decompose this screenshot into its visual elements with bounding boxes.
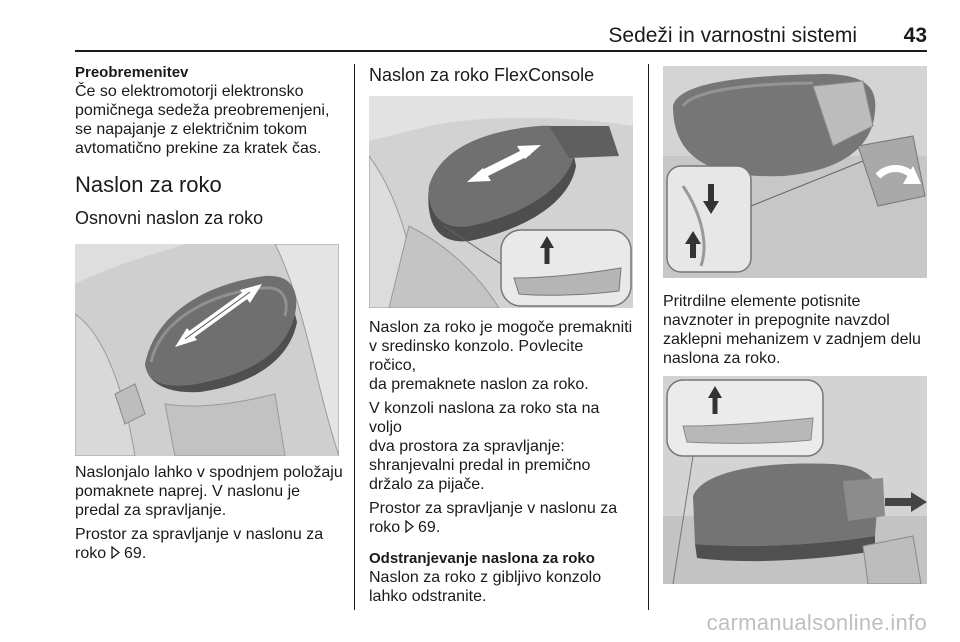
storage-ref-text: roko [75, 545, 107, 562]
spaces-text-line: držalo za pijače. [369, 476, 485, 493]
page-ref-arrow-icon[interactable] [111, 545, 120, 558]
move-text-line: da premaknete naslon za roko. [369, 376, 589, 393]
spaces-text-line: shranjevalni predal in premično [369, 457, 591, 474]
remove-text-line: lahko odstranite. [369, 588, 487, 605]
column-divider [648, 64, 649, 610]
storage-ref-line: Prostor za spravljanje v naslonu za [75, 526, 324, 543]
storage-ref-text: roko [369, 519, 401, 536]
remove-heading: Odstranjevanje naslona za roko [369, 550, 595, 567]
overload-text-line: avtomatično prekine za kratek čas. [75, 140, 322, 157]
basic-armrest-illustration [75, 244, 339, 456]
column-divider [354, 64, 355, 610]
header-rule [75, 50, 927, 52]
header-title: Sedeži in varnostni sistemi [608, 24, 857, 47]
press-text-line: Pritrdilne elemente potisnite [663, 293, 861, 310]
remove-text-line: Naslon za roko z gibljivo konzolo [369, 569, 602, 586]
flexconsole-title: Naslon za roko FlexConsole [369, 65, 595, 85]
basic-text-line: predal za spravljanje. [75, 502, 227, 519]
spaces-text-line: V konzoli naslona za roko sta na voljo [369, 400, 600, 436]
page-number: 43 [903, 24, 927, 47]
press-text-line: navznoter in prepognite navzdol [663, 312, 890, 329]
overload-text-line: pomičnega sedeža preobremenjeni, [75, 102, 330, 119]
section-title: Naslon za roko [75, 172, 222, 197]
storage-ref-line [369, 518, 633, 537]
release-mechanism-illustration [663, 66, 927, 278]
basic-armrest-title: Osnovni naslon za roko [75, 208, 264, 228]
press-text-line: zaklepni mehanizem v zadnjem delu [663, 331, 921, 348]
page-ref-arrow-icon[interactable] [405, 519, 414, 532]
watermark: carmanualsonline.info [706, 610, 927, 635]
basic-text-line: pomaknete naprej. V naslonu je [75, 483, 301, 500]
move-text-line: Naslon za roko je mogoče premakniti [369, 319, 633, 336]
overload-text-line: se napajanje z električnim tokom [75, 121, 308, 138]
flexconsole-illustration [369, 96, 633, 308]
removal-illustration [663, 376, 927, 584]
storage-ref-line: Prostor za spravljanje v naslonu za [369, 500, 618, 517]
page-ref-link[interactable]: 69. [124, 545, 147, 562]
overload-text-line: Če so elektromotorji elektronsko [75, 83, 304, 100]
spaces-text-line: dva prostora za spravljanje: [369, 438, 565, 455]
storage-ref-line [75, 544, 345, 563]
overload-heading: Preobremenitev [75, 64, 189, 81]
page-header [75, 24, 927, 46]
basic-text-line: Naslonjalo lahko v spodnjem položaju [75, 464, 343, 481]
page-ref-link[interactable]: 69. [418, 519, 441, 536]
move-text-line: v sredinsko konzolo. Povlecite ročico, [369, 338, 584, 374]
press-text-line: naslona za roko. [663, 350, 781, 367]
